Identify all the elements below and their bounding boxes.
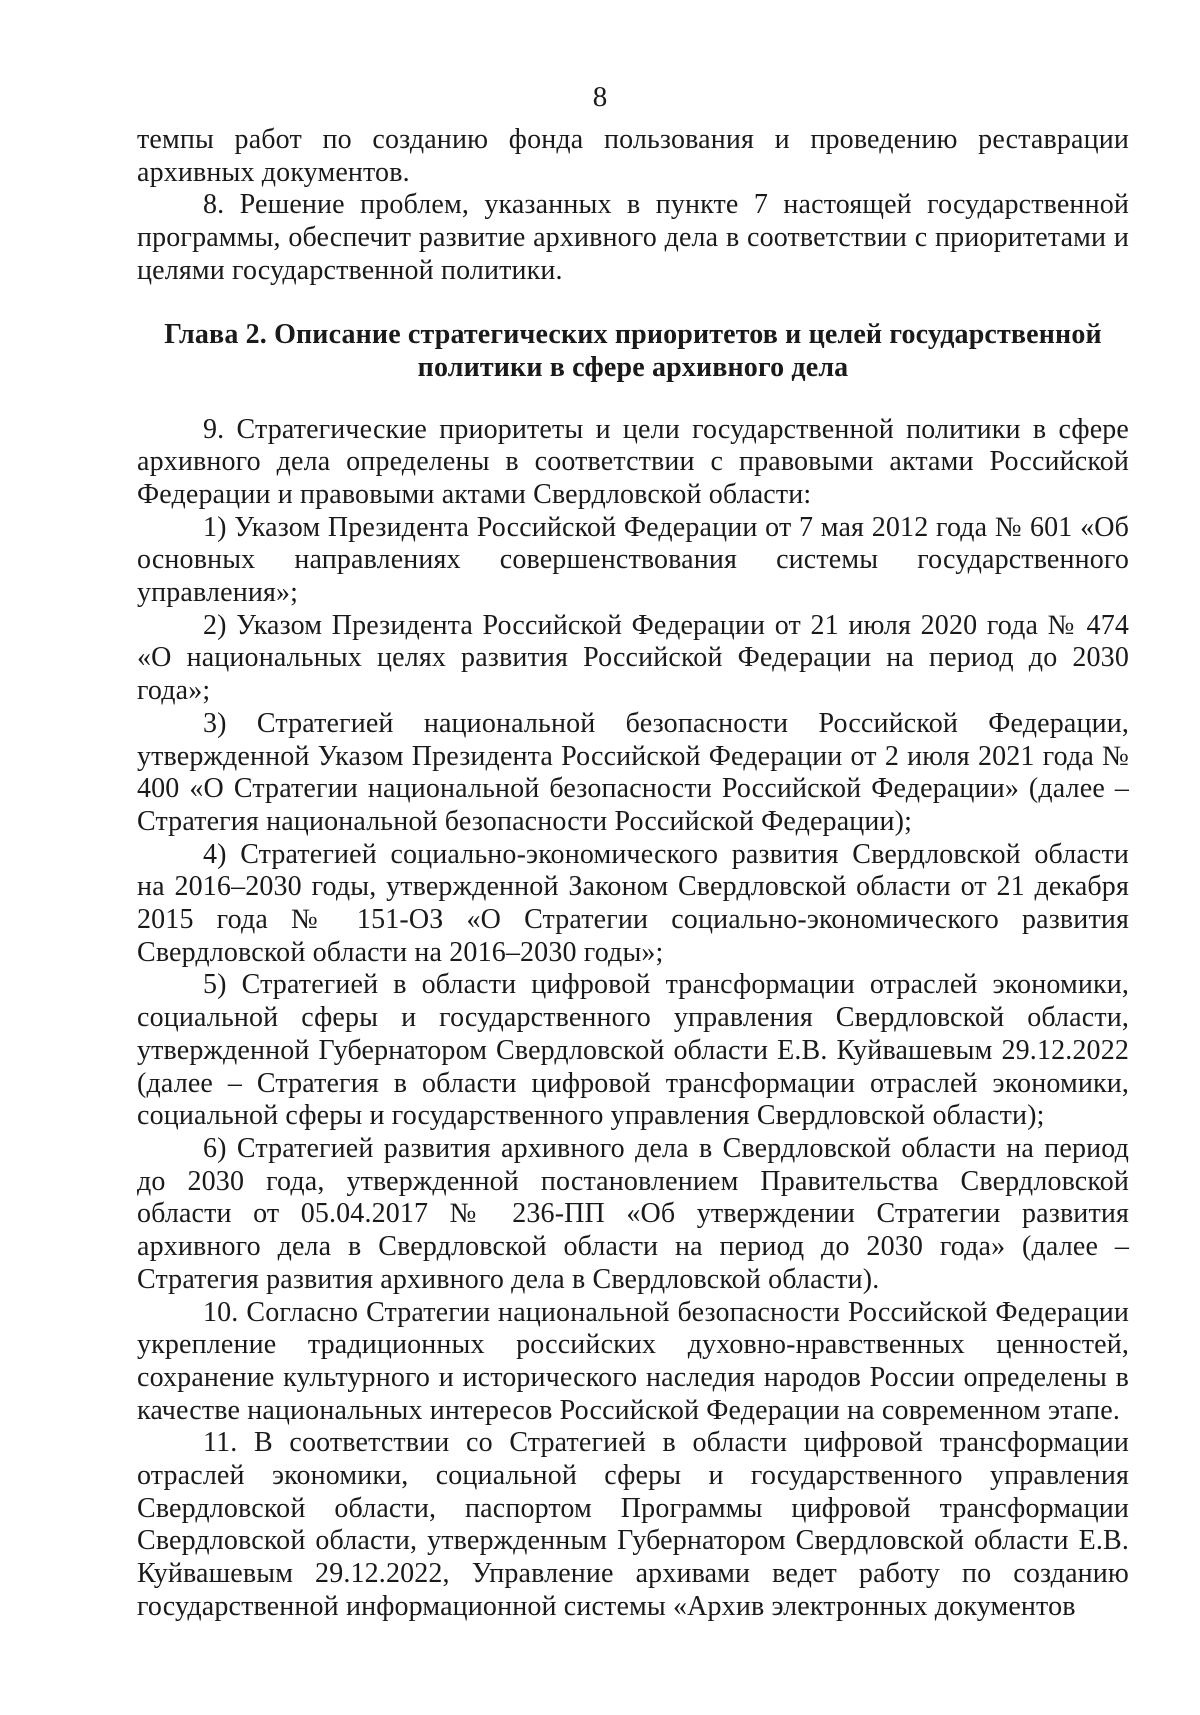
list-item-1: 1) Указом Президента Российской Федерации от 7 мая 2012 года № 601 «Об основных направлениях совершенствования системы государственного управления»; [137,511,1129,609]
paragraph-continuation: темпы работ по созданию фонда пользования и проведению реставрации архивных документов. [137,124,1129,188]
list-item-2: 2) Указом Президента Российской Федерации от 21 июля 2020 года № 474 «О национальных целях развития Российской Федерации на период до 2030 года»; [137,609,1129,707]
paragraph-item-11: 11. В соответствии со Стратегией в области цифровой трансформации отраслей экономики, социальной сферы и государственного управления Свердловской области, паспортом Программы цифровой трансформации Свердловской области, утвержденным Губернатором Свердловской области Е.В. Куйвашевым 29.12.2022, Управление архивами ведет работу по созданию государственной информационной системы «Архив электронных документов [137,1427,1129,1622]
list-item-6: 6) Стратегией развития архивного дела в Свердловской области на период до 2030 года, утвержденной постановлением Правительства Свердловской области от 05.04.2017 № 236-ПП «Об утверждении Стратегии развития архивного дела в Свердловской области на период до 2030 года» (далее – Стратегия развития архивного дела в Свердловской области). [137,1132,1129,1295]
document-body [137,124,1129,1624]
list-item-4: 4) Стратегией социально-экономического развития Свердловской области на 2016–2030 годы, утвержденной Законом Свердловской области от 21 декабря 2015 года № 151-ОЗ «О Стратегии социально-экономического развития Свердловской области на 2016–2030 годы»; [137,838,1129,968]
paragraph-item-8: 8. Решение проблем, указанных в пункте 7 настоящей государственной программы, обеспечит развитие архивного дела в соответствии с приоритетами и целями государственной политики. [137,189,1129,286]
paragraph-item-10: 10. Согласно Стратегии национальной безопасности Российской Федерации укрепление традиционных российских духовно-нравственных ценностей, сохранение культурного и исторического наследия народов России определены в качестве национальных интересов Российской Федерации на современном этапе. [137,1296,1129,1426]
page-number: 8 [592,81,608,113]
list-item-3: 3) Стратегией национальной безопасности Российской Федерации, утвержденной Указом Президента Российской Федерации от 2 июля 2021 года № 400 «О Стратегии национальной безопасности Российской Федерации» (далее – Стратегия национальной безопасности Российской Федерации); [137,707,1129,837]
paragraph-item-9: 9. Стратегические приоритеты и цели государственной политики в сфере архивного дела определены в соответствии с правовыми актами Российской Федерации и правовыми актами Свердловской области: [137,413,1129,510]
chapter-heading: Глава 2. Описание стратегических приоритетов и целей государственной политики в сфере архивного дела [164,318,1102,383]
list-item-5: 5) Стратегией в области цифровой трансформации отраслей экономики, социальной сферы и государственного управления Свердловской области, утвержденной Губернатором Свердловской области Е.В. Куйвашевым 29.12.2022 (далее – Стратегия в области цифровой трансформации отраслей экономики, социальной сферы и государственного управления Свердловской области); [137,969,1129,1132]
